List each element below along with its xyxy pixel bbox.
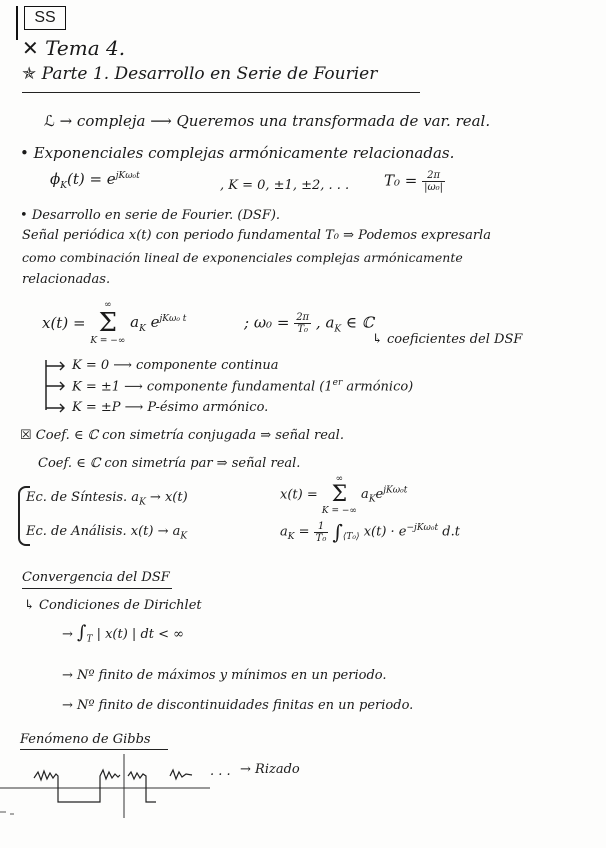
- topic-title: ✕ Tema 4.: [22, 36, 126, 60]
- ripple-label: → Rizado: [240, 762, 300, 777]
- gibbs-heading: Fenómeno de Gibbs: [20, 732, 151, 747]
- synthesis-equation: x(t) = ∞ Σ K = −∞ $a_Ke^{jK\omega_0t}$: [280, 474, 408, 516]
- k-values: , K = 0, ±1, ±2, . . .: [220, 178, 350, 193]
- star-icon: ✯: [22, 64, 42, 84]
- intro-line: ℒ → compleja ⟶ Queremos una transformada de var. real.: [44, 112, 491, 130]
- part-title-underline: [22, 92, 420, 93]
- cases-bracket: [38, 358, 68, 416]
- fundamental-frequency: ; ω₀ = $\frac{2\pi}{\text{T₀}}$ , $a_K$ ∈ ℂ: [244, 312, 374, 335]
- analysis-label: Ec. de Análisis. $x(t) \to a_K$: [26, 524, 188, 542]
- exponentials-heading: • Exponenciales complejas armónicamente relacionadas.: [20, 144, 455, 162]
- gibbs-ripple-sketch: [0, 752, 220, 822]
- case-kp: K = ±P ⟶ P-ésimo armónico.: [72, 400, 269, 415]
- gibbs-underline: [20, 749, 168, 750]
- exponentials-formula: $\phi_K(t) = e^{jK\omega_0t}$: [50, 170, 140, 191]
- symmetry-even: Coef. ∈ ℂ con simetría par ⇒ señal real.: [38, 456, 301, 471]
- synthesis-label: Ec. de Síntesis. $a_K \to x(t)$: [26, 490, 188, 508]
- bullet-icon: •: [20, 144, 34, 162]
- case-k1: K = ±1 ⟶ componente fundamental (1er armónico): [72, 378, 414, 395]
- dsf-description-2: como combinación lineal de exponenciales complejas armónicamente: [22, 250, 463, 265]
- convergence-underline: [22, 588, 172, 589]
- period-formula: T₀ = $\frac{2\pi}{\text{|ω₀|}}$: [384, 170, 444, 193]
- dsf-heading: • Desarrollo en serie de Fourier. (DSF).: [20, 208, 281, 223]
- dsf-description-1: Señal periódica x(t) con periodo fundamental T₀ ⇒ Podemos expresarla: [22, 228, 491, 243]
- analysis-equation: $a_K$ = $\frac{1}{\text{T₀}}$ $\int_{⟨T_0⟩}$ $x(t) \cdot e^{-jK\omega_0t}$ d.t: [280, 520, 460, 544]
- check-mark-icon: ☒: [20, 428, 36, 443]
- condition-absolute-integrable: → $\int_T$ | x(t) | dt < ∞: [62, 622, 184, 645]
- condition-finite-extrema: → Nº finito de máximos y mínimos en un periodo.: [62, 668, 387, 683]
- convergence-heading: Convergencia del DSF: [22, 570, 170, 585]
- laplace-symbol-icon: ℒ: [44, 112, 60, 130]
- margin-mark: [16, 6, 18, 40]
- coefficients-note: ↳ coeficientes del DSF: [372, 332, 523, 347]
- part-title: ✯ Parte 1. Desarrollo en Serie de Fourier: [22, 64, 378, 84]
- gibbs-ellipsis: . . .: [210, 764, 231, 779]
- dirichlet-conditions: ↳ Condiciones de Dirichlet: [24, 598, 202, 613]
- dsf-description-3: relacionadas.: [22, 272, 111, 287]
- case-k0: K = 0 ⟶ componente continua: [72, 358, 279, 373]
- bullet-icon: •: [20, 208, 32, 223]
- dsf-equation: x(t) = ∞ Σ K = −∞ $a_K$ $e^{jK\omega_0 t}$: [42, 300, 187, 346]
- symmetry-conjugate: ☒ Coef. ∈ ℂ con simetría conjugada ⇒ señal real.: [20, 428, 344, 443]
- condition-finite-discontinuities: → Nº finito de discontinuidades finitas en un periodo.: [62, 698, 414, 713]
- subject-code-box: SS: [24, 6, 66, 30]
